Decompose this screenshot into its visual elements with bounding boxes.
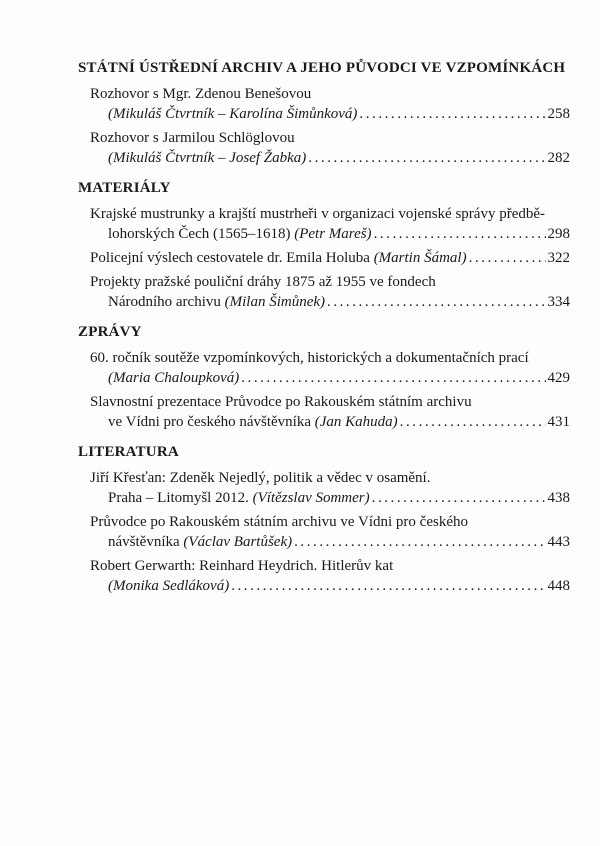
toc-entry [90,248,570,268]
entry-title-line [90,272,570,292]
toc-entry [90,204,570,244]
toc-section [78,58,570,168]
entry-author-line [90,412,570,432]
toc-section [78,178,570,312]
section-title: MATERIÁLY [78,180,171,196]
section-title: ZPRÁVY [78,324,142,340]
entry-title-cont: lohorských Čech (1565–1618) [108,226,291,242]
toc-entry [90,512,570,552]
toc-entry [90,392,570,432]
entry-author: (Mikuláš Čtvrtník – Karolína Šimůnková) [108,106,358,122]
dot-leader [308,148,545,168]
page-number: 429 [547,370,570,386]
entry-title: Krajské mustrunky a krajští mustrheři v organizaci vojenské správy předbě- [90,206,546,222]
dot-leader [374,224,546,244]
entry-title: Jiří Křesťan: Zdeněk Nejedlý, politik a vědec v osamění. [90,470,431,486]
toc-section [78,322,570,432]
dot-leader [469,248,546,268]
dot-leader [327,292,545,312]
entry-title-cont: Národního archivu [108,294,221,310]
dot-leader [359,104,545,124]
section-title: STÁTNÍ ÚSTŘEDNÍ ARCHIV A JEHO PŮVODCI VE VZPOMÍNKÁCH [78,60,566,76]
entry-author: (Petr Mareš) [294,226,372,242]
entry-author: (Martin Šámal) [373,250,467,266]
entry-author-line [90,148,570,168]
page-number: 322 [547,250,570,266]
entry-title: Průvodce po Rakouském státním archivu ve Vídni pro českého [90,514,468,530]
entry-author: (Jan Kahuda) [314,414,398,430]
entry-title-line [90,204,570,224]
page-number: 431 [547,414,570,430]
entry-title-cont: návštěvníka [108,534,180,550]
page-number: 258 [547,106,570,122]
entry-title-line [90,512,570,532]
entry-title-line [90,468,570,488]
page-number: 443 [547,534,570,550]
entry-title-line [90,348,570,368]
entry-title: Rozhovor s Mgr. Zdenou Benešovou [90,86,312,102]
entry-title-cont: ve Vídni pro českého návštěvníka [108,414,312,430]
entry-title: Robert Gerwarth: Reinhard Heydrich. Hitlerův kat [90,558,394,574]
dot-leader [372,488,546,508]
entry-author-line [90,104,570,124]
dot-leader [400,412,546,432]
toc-entry [90,556,570,596]
entry-title-line [90,248,570,268]
entry-title: Rozhovor s Jarmilou Schlöglovou [90,130,295,146]
entry-author: (Maria Chaloupková) [108,370,240,386]
entry-title-line [90,392,570,412]
entry-author: (Vítězslav Sommer) [252,490,370,506]
entry-title-line [90,84,570,104]
toc-entry [90,348,570,388]
page-number: 282 [547,150,570,166]
toc-section [78,442,570,596]
entry-author-line [90,488,570,508]
dot-leader [294,532,545,552]
entry-title: Slavnostní prezentace Průvodce po Rakouském státním archivu [90,394,472,410]
entry-author-line [90,576,570,596]
entry-author-line [90,368,570,388]
page-number: 438 [547,490,570,506]
entry-author: (Mikuláš Čtvrtník – Josef Žabka) [108,150,307,166]
entry-author: (Milan Šimůnek) [224,294,326,310]
entry-author-line [90,532,570,552]
entry-title-line [90,128,570,148]
toc-entry [90,128,570,168]
toc-entry [90,468,570,508]
entry-title: Projekty pražské pouliční dráhy 1875 až 1955 ve fondech [90,274,436,290]
dot-leader [241,368,545,388]
entry-author-line [90,292,570,312]
dot-leader [231,576,545,596]
entry-author-line [90,224,570,244]
page-number: 448 [547,578,570,594]
entry-title: Policejní výslech cestovatele dr. Emila Holuba [90,250,370,266]
page-number: 334 [547,294,570,310]
entry-author: (Václav Bartůšek) [183,534,293,550]
page-number: 298 [547,226,570,242]
entry-title: 60. ročník soutěže vzpomínkových, historických a dokumentačních prací [90,350,529,366]
toc-entry [90,84,570,124]
entry-title-line [90,556,570,576]
toc-entry [90,272,570,312]
section-title: LITERATURA [78,444,179,460]
entry-title-cont: Praha – Litomyšl 2012. [108,490,249,506]
entry-author: (Monika Sedláková) [108,578,230,594]
